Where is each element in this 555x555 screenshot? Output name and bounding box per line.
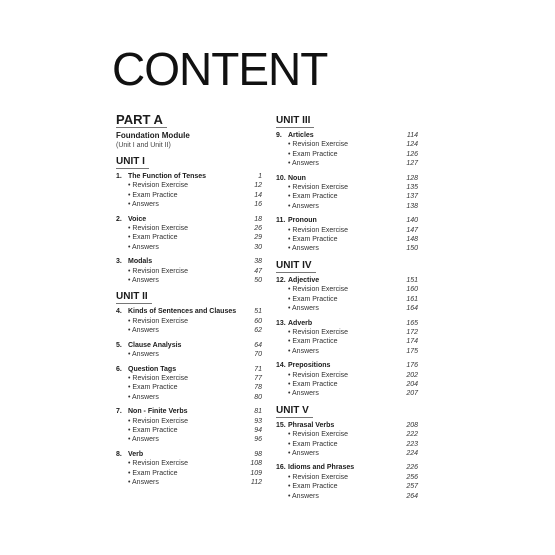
subsection-page: 137 <box>406 193 418 201</box>
subsection-page: 14 <box>254 191 262 199</box>
subsection-label[interactable]: • Revision Exercise <box>288 430 348 439</box>
chapter-title-group <box>276 463 354 472</box>
subsection-row[interactable] <box>276 347 418 356</box>
unit-heading: UNIT I <box>116 156 149 169</box>
subsection-label[interactable]: • Revision Exercise <box>128 317 188 326</box>
subsection-label[interactable]: • Answers <box>288 492 319 501</box>
subsection-label[interactable]: • Exam Practice <box>288 150 338 159</box>
subsection-page: 175 <box>406 347 418 355</box>
chapter-row[interactable] <box>276 216 418 225</box>
chapter-title[interactable]: Idioms and Phrases <box>288 464 355 472</box>
chapter-page: 151 <box>406 276 418 284</box>
unit-section <box>276 260 418 399</box>
subsection-page: 264 <box>406 492 418 500</box>
subsection-page: 161 <box>406 295 418 303</box>
subsection-row[interactable] <box>276 328 418 337</box>
chapter-page: 18 <box>254 215 262 223</box>
chapter-title-group <box>276 319 312 328</box>
subsection-row[interactable] <box>276 183 418 192</box>
subsection-label[interactable]: • Answers <box>128 478 159 487</box>
subsection-page: 30 <box>254 243 262 251</box>
subsection-label[interactable]: • Revision Exercise <box>128 181 188 190</box>
subsection-row[interactable] <box>276 192 418 201</box>
subsection-label[interactable]: • Answers <box>128 243 159 252</box>
subsection-row[interactable] <box>116 374 262 383</box>
subsection-label[interactable]: • Answers <box>288 347 319 356</box>
subsection-row[interactable] <box>116 459 262 468</box>
subsection-label[interactable]: • Exam Practice <box>128 191 178 200</box>
chapter-entry[interactable] <box>116 341 262 360</box>
module-title: Foundation Module <box>116 131 190 140</box>
chapter-entry[interactable] <box>276 216 418 254</box>
subsection-row[interactable] <box>116 233 262 242</box>
chapter-number: 6. <box>116 365 122 373</box>
chapter-page: 71 <box>254 365 262 373</box>
subsection-row[interactable] <box>116 435 262 444</box>
subsection-label[interactable]: • Exam Practice <box>128 383 178 392</box>
subsection-label[interactable]: • Answers <box>288 159 319 168</box>
chapter-page: 98 <box>254 450 262 458</box>
subsection-label[interactable]: • Exam Practice <box>288 380 338 389</box>
subsection-row[interactable] <box>116 469 262 478</box>
chapter-page: 81 <box>254 408 262 416</box>
chapter-number: 2. <box>116 215 122 223</box>
chapter-entry[interactable] <box>276 463 418 501</box>
chapter-title-group <box>116 450 143 459</box>
unit-heading: UNIT IV <box>276 260 316 273</box>
subsection-row[interactable] <box>276 244 418 253</box>
subsection-label[interactable]: • Exam Practice <box>288 235 338 244</box>
subsection-page: 78 <box>254 384 262 392</box>
subsection-page: 26 <box>254 225 262 233</box>
subsection-row[interactable] <box>116 426 262 435</box>
chapter-page: 226 <box>406 464 418 472</box>
subsection-label[interactable]: • Exam Practice <box>288 337 338 346</box>
chapter-title-group <box>276 421 334 430</box>
chapter-number: 14. <box>276 362 286 370</box>
chapter-title-group <box>116 341 181 350</box>
subsection-page: 160 <box>406 286 418 294</box>
chapter-number: 10. <box>276 174 286 182</box>
subsection-page: 202 <box>406 371 418 379</box>
chapter-entry[interactable] <box>116 450 262 488</box>
chapter-title-group <box>276 131 314 140</box>
subsection-label[interactable]: • Revision Exercise <box>128 374 188 383</box>
chapter-entry[interactable] <box>116 172 262 210</box>
unit-heading: UNIT III <box>276 115 314 128</box>
subsection-label[interactable]: • Exam Practice <box>288 440 338 449</box>
subsection-label[interactable]: • Answers <box>128 393 159 402</box>
chapter-entry[interactable] <box>116 215 262 253</box>
subsection-label[interactable]: • Exam Practice <box>288 482 338 491</box>
chapter-entry[interactable] <box>116 257 262 285</box>
chapter-row[interactable] <box>276 276 418 285</box>
subsection-page: 135 <box>406 184 418 192</box>
subsection-label[interactable]: • Revision Exercise <box>288 140 348 149</box>
subsection-row[interactable] <box>276 371 418 380</box>
chapter-page: 128 <box>406 174 418 182</box>
subsection-row[interactable] <box>276 304 418 313</box>
chapter-title[interactable]: Pronoun <box>288 217 317 225</box>
subsection-label[interactable]: • Revision Exercise <box>128 224 188 233</box>
part-heading: PART A <box>116 112 167 128</box>
chapter-entry[interactable] <box>276 174 418 212</box>
chapter-title[interactable]: Adverb <box>288 319 313 327</box>
chapter-entry[interactable] <box>276 319 418 357</box>
chapter-title[interactable]: Articles <box>288 132 314 139</box>
chapter-title[interactable]: Adjective <box>288 276 320 284</box>
chapter-number: 16. <box>276 464 286 472</box>
chapter-page: 51 <box>254 308 262 316</box>
chapter-title-group <box>116 257 152 266</box>
unit-section <box>276 115 418 254</box>
subsection-row[interactable] <box>116 267 262 276</box>
subsection-label[interactable]: • Answers <box>128 435 159 444</box>
subsection-row[interactable] <box>276 449 418 458</box>
left-units <box>116 156 262 487</box>
subsection-row[interactable] <box>276 159 418 168</box>
chapter-number: 1. <box>116 173 122 180</box>
chapter-row[interactable] <box>116 172 262 181</box>
right-column <box>276 114 418 506</box>
subsection-page: 207 <box>406 390 418 398</box>
subsection-row[interactable] <box>276 473 418 482</box>
subsection-label[interactable]: • Answers <box>128 276 159 285</box>
chapter-entry[interactable] <box>116 365 262 403</box>
chapter-page: 140 <box>406 217 418 225</box>
subsection-row[interactable] <box>276 295 418 304</box>
subsection-label[interactable]: • Revision Exercise <box>288 371 348 380</box>
subsection-label[interactable]: • Revision Exercise <box>128 459 188 468</box>
subsection-page: 147 <box>406 226 418 234</box>
chapter-title[interactable]: Kinds of Sentences and Clauses <box>128 308 237 316</box>
subsection-page: 150 <box>406 245 418 253</box>
chapter-title[interactable]: Voice <box>128 215 147 223</box>
subsection-label[interactable]: • Revision Exercise <box>288 328 348 337</box>
chapter-number: 12. <box>276 276 286 284</box>
subsection-label[interactable]: • Revision Exercise <box>288 226 348 235</box>
subsection-label[interactable]: • Answers <box>288 304 319 313</box>
chapter-title-group <box>116 215 146 224</box>
chapter-title-group <box>276 276 319 285</box>
chapter-number: 15. <box>276 421 286 429</box>
subsection-page: 96 <box>254 436 262 444</box>
subsection-label[interactable]: • Answers <box>128 350 159 359</box>
subsection-page: 222 <box>406 431 418 439</box>
subsection-row[interactable] <box>276 140 418 149</box>
chapter-row[interactable] <box>116 215 262 224</box>
subsection-page: 70 <box>254 351 262 359</box>
subsection-label[interactable]: • Answers <box>128 200 159 209</box>
chapter-title[interactable]: Verb <box>128 450 144 458</box>
chapter-row[interactable] <box>276 319 418 328</box>
chapter-number: 11. <box>276 217 286 225</box>
unit-heading: UNIT V <box>276 405 313 418</box>
subsection-page: 256 <box>406 473 418 481</box>
subsection-page: 127 <box>406 160 418 168</box>
subsection-row[interactable] <box>116 478 262 487</box>
subsection-page: 62 <box>254 327 262 335</box>
chapter-row[interactable] <box>116 307 262 316</box>
subsection-label[interactable]: • Revision Exercise <box>288 473 348 482</box>
chapter-title-group <box>116 307 236 316</box>
subsection-row[interactable] <box>116 393 262 402</box>
chapter-title[interactable]: Non - Finite Verbs <box>128 408 188 416</box>
subsection-row[interactable] <box>276 482 418 491</box>
subsection-page: 148 <box>406 236 418 244</box>
chapter-number: 13. <box>276 319 286 327</box>
chapter-title[interactable]: Phrasal Verbs <box>288 421 335 429</box>
chapter-title-group <box>116 172 206 181</box>
subsection-row[interactable] <box>116 224 262 233</box>
subsection-row[interactable] <box>116 243 262 252</box>
subsection-label[interactable]: • Answers <box>288 244 319 253</box>
subsection-page: 257 <box>406 483 418 491</box>
subsection-page: 109 <box>250 469 262 477</box>
chapter-row[interactable] <box>116 257 262 266</box>
page-title: CONTENT <box>112 43 328 95</box>
subsection-label[interactable]: • Exam Practice <box>128 233 178 242</box>
chapter-number: 5. <box>116 341 122 349</box>
subsection-row[interactable] <box>116 181 262 190</box>
subsection-page: 47 <box>254 267 262 275</box>
subsection-label[interactable]: • Revision Exercise <box>288 183 348 192</box>
subsection-label[interactable]: • Revision Exercise <box>128 267 188 276</box>
subsection-row[interactable] <box>116 191 262 200</box>
unit-section <box>116 156 262 285</box>
subsection-label[interactable]: • Revision Exercise <box>128 417 188 426</box>
subsection-page: 12 <box>254 182 262 190</box>
chapter-title-group <box>276 174 306 183</box>
subsection-row[interactable] <box>116 200 262 209</box>
chapter-entry[interactable] <box>276 421 418 459</box>
subsection-label[interactable]: • Exam Practice <box>128 426 178 435</box>
subsection-row[interactable] <box>116 417 262 426</box>
chapter-entry[interactable] <box>116 307 262 335</box>
unit-section <box>276 405 418 501</box>
subsection-page: 126 <box>406 150 418 158</box>
subsection-label[interactable]: • Exam Practice <box>288 192 338 201</box>
chapter-title[interactable]: Question Tags <box>128 365 177 373</box>
chapter-page: 208 <box>406 421 418 429</box>
chapter-title[interactable]: The Function of Tenses <box>128 173 207 180</box>
subsection-page: 80 <box>254 393 262 401</box>
subsection-row[interactable] <box>276 492 418 501</box>
subsection-label[interactable]: • Answers <box>128 326 159 335</box>
chapter-entry[interactable] <box>276 276 418 314</box>
subsection-page: 138 <box>406 202 418 210</box>
left-column <box>116 112 262 492</box>
chapter-number: 9. <box>276 132 282 139</box>
subsection-row[interactable] <box>116 326 262 335</box>
chapter-title[interactable]: Modals <box>128 258 153 266</box>
subsection-label[interactable]: • Answers <box>288 202 319 211</box>
chapter-number: 7. <box>116 408 122 416</box>
unit-heading: UNIT II <box>116 291 152 304</box>
subsection-page: 29 <box>254 234 262 242</box>
chapter-title-group <box>116 407 188 416</box>
subsection-page: 94 <box>254 426 262 434</box>
subsection-page: 16 <box>254 201 262 209</box>
chapter-title-group <box>276 216 317 225</box>
subsection-row[interactable] <box>276 440 418 449</box>
subsection-label[interactable]: • Answers <box>288 449 319 458</box>
chapter-title-group <box>276 361 330 370</box>
chapter-page: 38 <box>254 258 262 266</box>
chapter-title-group <box>116 365 176 374</box>
chapter-row[interactable] <box>276 131 418 140</box>
subsection-label[interactable]: • Exam Practice <box>128 469 178 478</box>
subsection-row[interactable] <box>276 337 418 346</box>
subsection-page: 223 <box>406 440 418 448</box>
subsection-page: 77 <box>254 374 262 382</box>
chapter-row[interactable] <box>116 365 262 374</box>
chapter-number: 3. <box>116 258 122 266</box>
chapter-page: 114 <box>406 132 418 139</box>
subsection-label[interactable]: • Answers <box>288 389 319 398</box>
chapter-number: 4. <box>116 308 122 316</box>
chapter-page: 64 <box>254 341 262 349</box>
subsection-page: 124 <box>406 141 418 149</box>
right-units <box>276 115 418 501</box>
chapter-title[interactable]: Clause Analysis <box>128 341 182 349</box>
subsection-row[interactable] <box>276 235 418 244</box>
chapter-page: 1 <box>258 173 262 180</box>
chapter-row[interactable] <box>276 421 418 430</box>
subsection-row[interactable] <box>276 285 418 294</box>
subsection-page: 112 <box>250 478 262 486</box>
subsection-page: 174 <box>406 338 418 346</box>
subsection-page: 224 <box>406 449 418 457</box>
chapter-page: 165 <box>406 319 418 327</box>
subsection-row[interactable] <box>116 317 262 326</box>
subsection-label[interactable]: • Revision Exercise <box>288 285 348 294</box>
subsection-page: 60 <box>254 317 262 325</box>
chapter-entry[interactable] <box>276 361 418 399</box>
chapter-title[interactable]: Prepositions <box>288 362 331 370</box>
subsection-row[interactable] <box>116 383 262 392</box>
chapter-row[interactable] <box>276 361 418 370</box>
subsection-row[interactable] <box>276 430 418 439</box>
module-subtitle: (Unit I and Unit II) <box>116 142 171 149</box>
subsection-row[interactable] <box>276 226 418 235</box>
chapter-row[interactable] <box>276 463 418 472</box>
subsection-label[interactable]: • Exam Practice <box>288 295 338 304</box>
chapter-entry[interactable] <box>276 131 418 169</box>
subsection-page: 164 <box>406 305 418 313</box>
subsection-row[interactable] <box>276 380 418 389</box>
subsection-row[interactable] <box>116 276 262 285</box>
subsection-page: 172 <box>406 328 418 336</box>
subsection-row[interactable] <box>276 202 418 211</box>
chapter-row[interactable] <box>116 407 262 416</box>
subsection-page: 204 <box>406 380 418 388</box>
subsection-row[interactable] <box>116 350 262 359</box>
chapter-row[interactable] <box>116 341 262 350</box>
subsection-page: 108 <box>250 460 262 468</box>
chapter-title[interactable]: Noun <box>288 174 306 182</box>
subsection-page: 50 <box>254 277 262 285</box>
chapter-entry[interactable] <box>116 407 262 445</box>
chapter-number: 8. <box>116 450 122 458</box>
chapter-page: 176 <box>406 362 418 370</box>
subsection-row[interactable] <box>276 389 418 398</box>
unit-section <box>116 291 262 487</box>
subsection-row[interactable] <box>276 150 418 159</box>
chapter-row[interactable] <box>116 450 262 459</box>
chapter-row[interactable] <box>276 174 418 183</box>
subsection-page: 93 <box>254 417 262 425</box>
